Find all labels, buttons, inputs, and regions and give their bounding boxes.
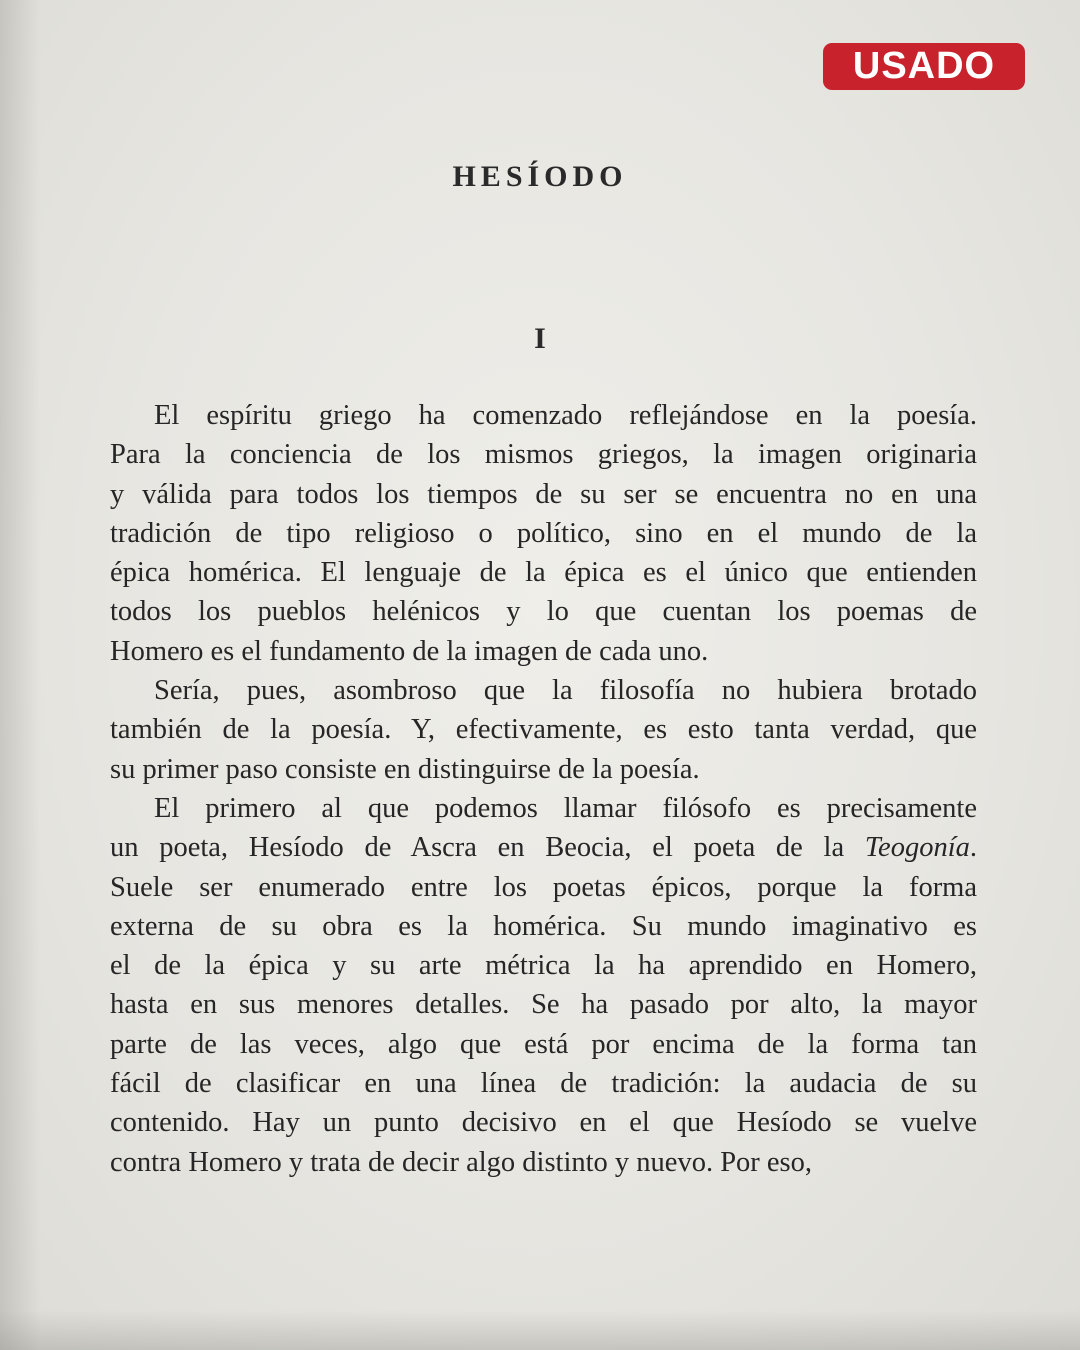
text-line: parte de las veces, algo que está por encima de la forma tan xyxy=(110,1028,977,1060)
page-edge-shadow xyxy=(0,0,40,1350)
text-line: y válida para todos los tiempos de su ser se encuentra no en una xyxy=(110,478,977,510)
text-line: también de la poesía. Y, efectivamente, es esto tanta verdad, que xyxy=(110,714,977,746)
text-line: un poeta, Hesíodo de Ascra en Beocia, el poeta de la Teogonía. xyxy=(110,832,977,864)
paragraph xyxy=(110,671,977,789)
text-line: Sería, pues, asombroso que la filosofía no hubiera brotado xyxy=(154,675,977,707)
text-line: contenido. Hay un punto decisivo en el que Hesíodo se vuelve xyxy=(110,1107,977,1139)
text-line: Suele ser enumerado entre los poetas épicos, porque la forma xyxy=(110,871,977,903)
chapter-title: HESÍODO xyxy=(452,160,628,193)
section-numeral: I xyxy=(534,322,546,355)
page-bottom-shadow xyxy=(0,1310,1080,1350)
text-line: externa de su obra es la homérica. Su mundo imaginativo es xyxy=(110,910,977,942)
text-line: El espíritu griego ha comenzado reflejándose en la poesía. xyxy=(154,400,977,431)
text-line: su primer paso consiste en distinguirse de la poesía. xyxy=(110,753,700,785)
text-line: hasta en sus menores detalles. Se ha pasado por alto, la mayor xyxy=(110,989,977,1021)
text-line: Homero es el fundamento de la imagen de cada uno. xyxy=(110,635,709,667)
text-line: el de la épica y su arte métrica la ha aprendido en Homero, xyxy=(110,950,977,982)
text-line: Para la conciencia de los mismos griegos, la imagen originaria xyxy=(110,439,977,471)
paragraph xyxy=(110,789,977,1182)
text-line: épica homérica. El lenguaje de la épica es el único que entienden xyxy=(110,557,977,589)
text-line: fácil de clasificar en una línea de tradición: la audacia de su xyxy=(110,1068,977,1100)
text-line: todos los pueblos helénicos y lo que cuentan los poemas de xyxy=(110,596,977,628)
text-line: contra Homero y trata de decir algo distinto y nuevo. Por eso, xyxy=(110,1146,813,1178)
body-text xyxy=(110,396,977,1182)
text-line: tradición de tipo religioso o político, sino en el mundo de la xyxy=(110,517,977,549)
used-badge: USADO xyxy=(823,43,1025,90)
text-line: El primero al que podemos llamar filósofo es precisamente xyxy=(154,792,977,824)
paragraph xyxy=(110,396,977,671)
